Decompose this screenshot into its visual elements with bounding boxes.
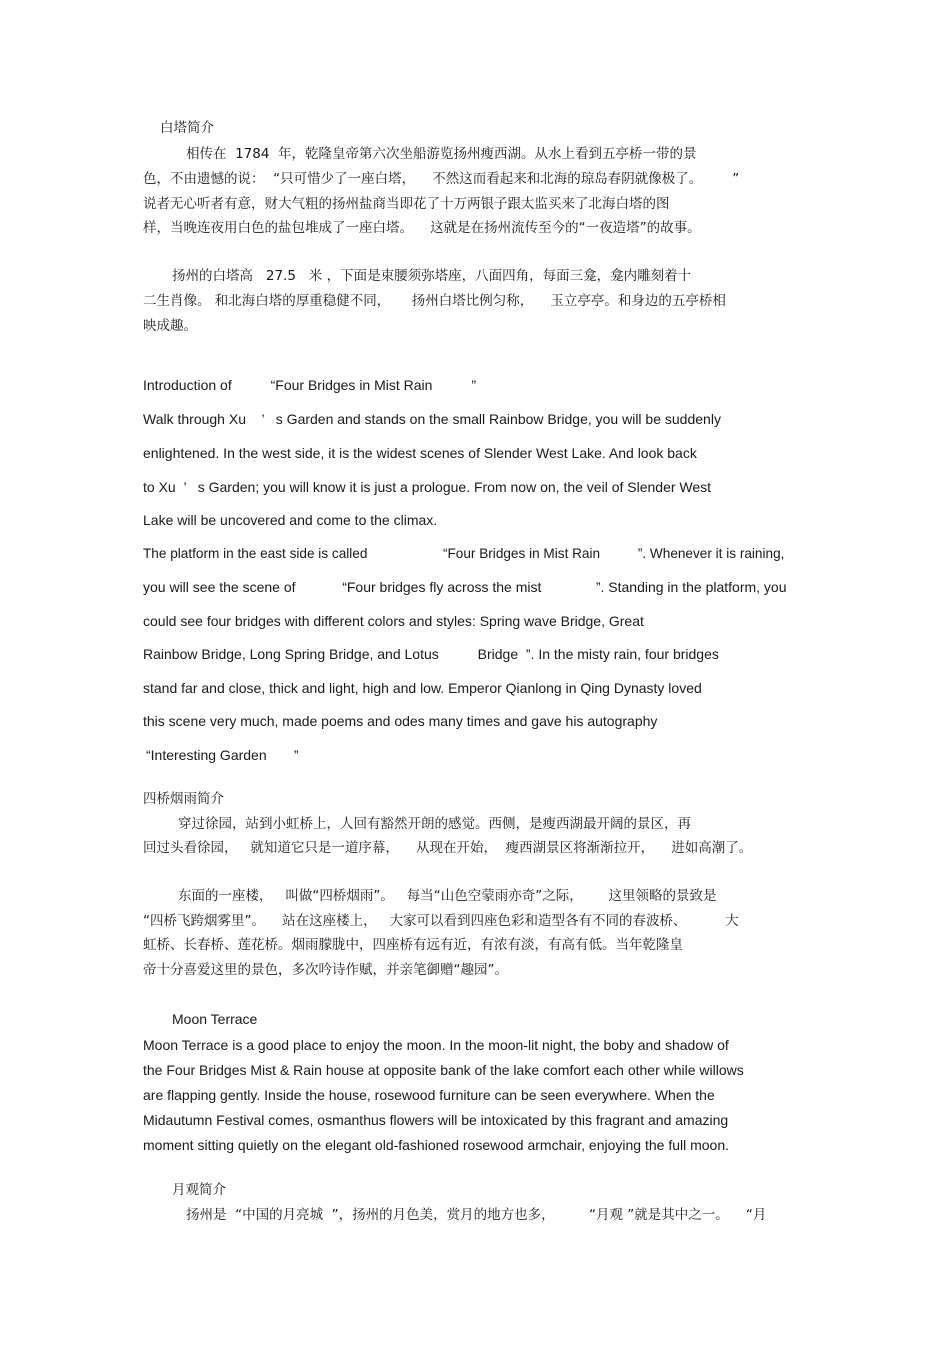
paragraph-line: Rainbow Bridge, Long Spring Bridge, and Lotus Bridge ”. In the misty rain, four bridges xyxy=(143,646,719,662)
paragraph-line: 帝十分喜爱这里的景色，多次吟诗作赋，并亲笔御赠“趣园”。 xyxy=(143,962,508,978)
paragraph-line: 样，当晚连夜用白色的盐包堆成了一座白塔。 这就是在扬州流传至今的“一夜造塔”的故事。 xyxy=(143,220,701,236)
paragraph-line: 东面的一座楼， 叫做“四桥烟雨”。 每当“山色空蒙雨亦奇”之际， 这里领略的景致是 xyxy=(178,888,717,904)
paragraph-line: to Xu ’ s Garden; you will know it is just a prologue. From now on, the veil of Slender West xyxy=(143,479,712,495)
paragraph-line: Midautumn Festival comes, osmanthus flowers will be intoxicated by this fragrant and amazing xyxy=(143,1112,729,1128)
section-title-baita: 白塔简介 xyxy=(160,120,214,136)
paragraph-line: are flapping gently. Inside the house, rosewood furniture can be seen everywhere. When the xyxy=(143,1087,715,1103)
paragraph-line: Lake will be uncovered and come to the climax. xyxy=(143,512,438,528)
paragraph-line: 虹桥、长春桥、莲花桥。烟雨朦胧中，四座桥有远有近，有浓有淡，有高有低。当年乾隆皇 xyxy=(143,937,683,953)
paragraph-line: “四桥飞跨烟雾里”。 站在这座楼上， 大家可以看到四座色彩和造型各有不同的春波桥、 大 xyxy=(143,913,739,929)
section-title-moon-en: Moon Terrace xyxy=(172,1011,258,1027)
paragraph-line: 映成趣。 xyxy=(143,318,197,334)
paragraph-line: enlightened. In the west side, it is the widest scenes of Slender West Lake. And look back xyxy=(143,445,697,461)
section-title-four-bridges-cn: 四桥烟雨简介 xyxy=(143,791,224,807)
paragraph-line: 色，不由遗憾的说： “只可惜少了一座白塔， 不然这而看起来和北海的琼岛春阴就像极了。 ” xyxy=(143,171,740,187)
paragraph-line: Walk through Xu ’ s Garden and stands on the small Rainbow Bridge, you will be suddenly xyxy=(143,411,721,427)
paragraph-line: could see four bridges with different colors and styles: Spring wave Bridge, Great xyxy=(143,613,644,629)
paragraph-line: 扬州是 “中国的月亮城 ”，扬州的月色美，赏月的地方也多， “月观 ”就是其中之一。 “月 xyxy=(186,1207,767,1223)
paragraph-line: this scene very much, made poems and odes many times and gave his autography xyxy=(143,713,658,729)
paragraph-line: 扬州的白塔高 27.5 米 ，下面是束腰须弥塔座，八面四角，每面三龛，龛内雕刻着十 xyxy=(172,268,692,284)
paragraph-line: “Interesting Garden ” xyxy=(146,747,299,763)
paragraph-line: 二生肖像。 和北海白塔的厚重稳健不同， 扬州白塔比例匀称， 玉立亭亭。和身边的五亭桥相 xyxy=(143,293,726,309)
paragraph-line: Moon Terrace is a good place to enjoy the moon. In the moon-lit night, the boby and shadow of xyxy=(143,1037,729,1053)
paragraph-line: 回过头看徐园， 就知道它只是一道序幕， 从现在开始， 瘦西湖景区将渐渐拉开， 进如高潮了。 xyxy=(143,840,753,856)
paragraph-line: 说者无心听者有意，财大气粗的扬州盐商当即花了十万两银子跟太监买来了北海白塔的图 xyxy=(143,196,670,212)
section-title-moon-cn: 月观简介 xyxy=(172,1182,226,1198)
paragraph-line: stand far and close, thick and light, high and low. Emperor Qianlong in Qing Dynasty loved xyxy=(143,680,702,696)
paragraph-line: you will see the scene of “Four bridges fly across the mist ”. Standing in the platform, you xyxy=(143,579,787,595)
section-title-four-bridges-en: Introduction of “Four Bridges in Mist Rain ” xyxy=(143,377,477,393)
paragraph-line: 穿过徐园，站到小虹桥上，人回有豁然开朗的感觉。西侧，是瘦西湖最开阔的景区，再 xyxy=(178,816,691,832)
paragraph-line: The platform in the east side is called “Four Bridges in Mist Rain ”. Whenever it is raining, xyxy=(143,546,785,561)
paragraph-line: moment sitting quietly on the elegant old-fashioned rosewood armchair, enjoying the full moon. xyxy=(143,1137,730,1153)
paragraph-line: the Four Bridges Mist & Rain house at opposite bank of the lake comfort each other while willows xyxy=(143,1062,744,1078)
paragraph-line: 相传在 1784 年，乾隆皇帝第六次坐船游览扬州瘦西湖。从水上看到五亭桥一带的景 xyxy=(186,146,697,162)
